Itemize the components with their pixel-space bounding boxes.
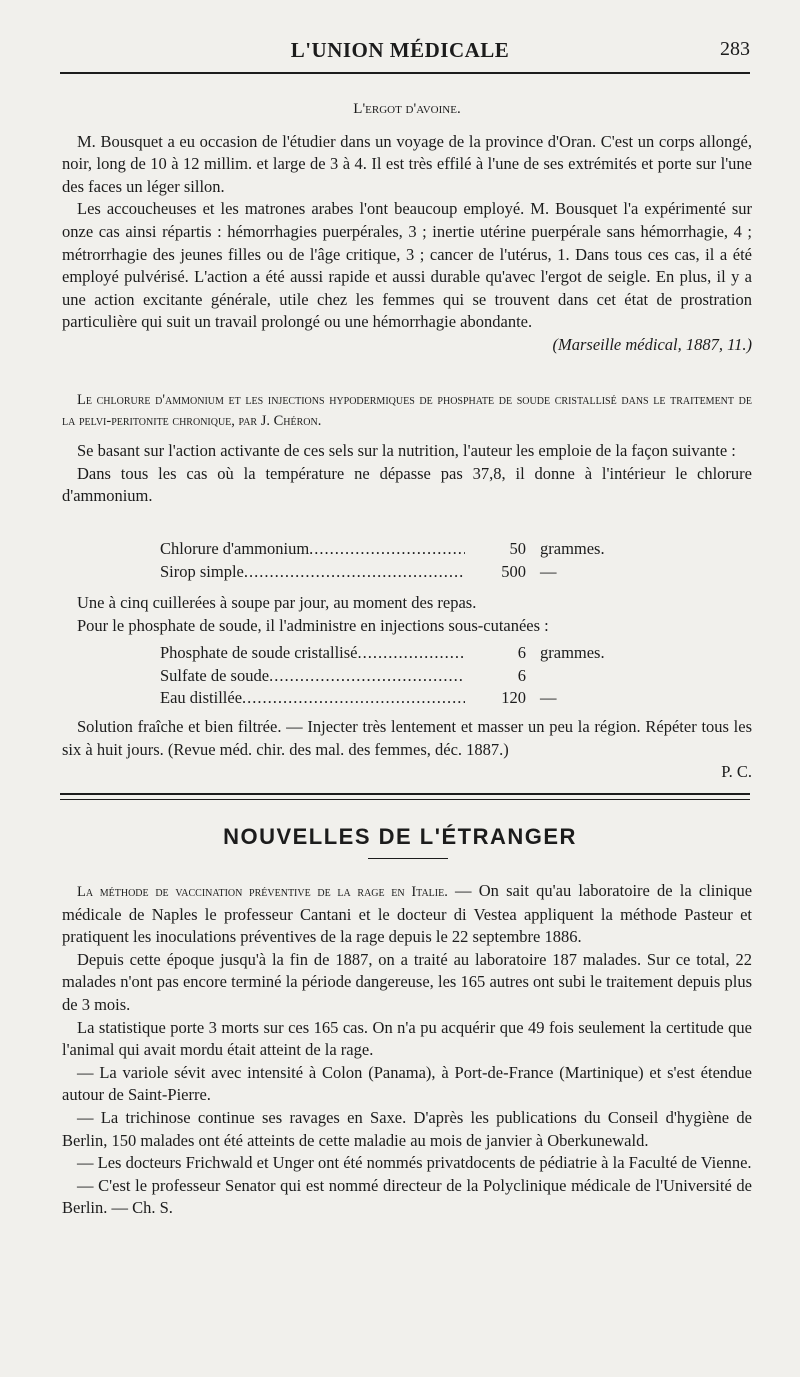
news-rage-paragraph-3: La statistique porte 3 morts sur ces 165 cas. On n'a pu acquérir que 49 fois seulement la certitude que l'animal qui avait mordu était atteint de la rage. xyxy=(62,1017,752,1060)
ergot-title: L'ergot d'avoine. xyxy=(353,101,461,117)
recipe-row xyxy=(160,642,620,665)
ingredient-name: Phosphate de soude cristallisé xyxy=(160,643,358,662)
recipe-row xyxy=(160,687,620,710)
chlorure-end xyxy=(62,716,752,784)
ingredient-unit: grammes. xyxy=(540,643,605,662)
ingredient-name: Sirop simple xyxy=(160,561,244,581)
ergot-section xyxy=(62,98,752,357)
ingredient-unit: — xyxy=(540,688,557,708)
leader-dots xyxy=(242,687,465,710)
ergot-citation: (Marseille médical, 1887, 11.) xyxy=(552,334,752,354)
ingredient-quantity: 50 xyxy=(509,539,526,558)
page-number: 283 xyxy=(720,38,750,60)
leader-dots xyxy=(358,642,465,665)
ingredient-unit: grammes. xyxy=(540,539,605,558)
chlorure-paragraph-3: Une à cinq cuillerées à soupe par jour, au moment des repas. xyxy=(77,593,477,612)
ingredient-quantity: 500 xyxy=(501,561,526,581)
news-rage-text: — On sait qu'au laboratoire de la clinique médicale de Naples le professeur Cantani et le docteur di Vestea appliquent la méthode Pasteur et pratiquent les inoculations préventives de la rage depuis le 22 septembre 1886. xyxy=(62,881,753,947)
ingredient-unit xyxy=(526,665,620,688)
ingredient-name: Chlorure d'ammonium xyxy=(160,539,310,558)
ergot-paragraph-1: M. Bousquet a eu occasion de l'étudier dans un voyage de la province d'Oran. C'est un corps allongé, noir, long de 10 à 12 millim. et large de 3 à 4. Il est très effilé à l'une de ses extrémités et porte sur l'une des faces un léger sillon. xyxy=(62,131,752,196)
chlorure-paragraph-1: Se basant sur l'action activante de ces sels sur la nutrition, l'auteur les emploie de la façon suivante : xyxy=(77,441,736,460)
news-senator: — C'est le professeur Senator qui est nommé directeur de la Polyclinique médicale de l'Université de Berlin. — Ch. S. xyxy=(62,1175,752,1218)
section-double-rule-bottom xyxy=(60,799,750,800)
ergot-paragraph-2: Les accoucheuses et les matrones arabes l'ont beaucoup employé. M. Bousquet l'a expérimenté sur onze cas ainsi répartis : hémorrhagies puerpérales, 3 ; inertie utérine puerpérale sans hémorrhagie, 4 ; métrorrhagie des jeunes filles ou de l'âge critique, 3 ; cancer de l'utérus, 1. Dans tous ces cas, il a été employé pulvérisé. L'action a été aussi rapide et aussi durable qu'avec l'ergot de seigle. En plus, il y a une action excitante générale, utile chez les femmes qui se trouvent dans cet état de prostration particulière qui suit un travail prolongé ou une hémorrhagie abondante. xyxy=(62,199,752,332)
news-section xyxy=(62,880,752,1220)
ingredient-unit: — xyxy=(540,561,557,581)
news-variole: — La variole sévit avec intensité à Colon (Panama), à Port-de-France (Martinique) et s'est étendue autour de Saint-Pierre. xyxy=(62,1062,752,1105)
chlorure-section-head xyxy=(62,390,752,432)
section-double-rule-top xyxy=(60,793,750,795)
recipe-ammonium xyxy=(160,538,620,583)
chlorure-paragraph-4: Pour le phosphate de soude, il l'administre en injections sous-cutanées : xyxy=(77,615,549,635)
chlorure-middle xyxy=(62,592,752,637)
recipe-row xyxy=(160,665,620,688)
chlorure-signature: P. C. xyxy=(721,762,752,782)
news-rage-title: La méthode de vaccination préventive de la rage en Italie. xyxy=(77,884,448,900)
news-section-title: NOUVELLES DE L'ÉTRANGER xyxy=(223,824,577,849)
ingredient-name: Eau distillée xyxy=(160,688,243,708)
chlorure-paragraph-2: Dans tous les cas où la température ne dépasse pas 37,8, il donne à l'intérieur le chlorure d'ammonium. xyxy=(62,463,752,506)
news-frichwald-unger: — Les docteurs Frichwald et Unger ont été nommés privatdocents de pédiatrie à la Faculté de Vienne. xyxy=(77,1153,752,1173)
ingredient-quantity: 120 xyxy=(501,688,526,708)
chlorure-paragraph-5: Solution fraîche et bien filtrée. — Injecter très lentement et masser un peu la région. Répéter tous les six à huit jours. (Revue méd. chir. des mal. des femmes, déc. 1887.) xyxy=(62,717,752,759)
recipe-row xyxy=(160,561,620,584)
news-trichinose: — La trichinose continue ses ravages en Saxe. D'après les publications du Conseil d'hygiène de Berlin, 150 malades ont été atteints de cette maladie au mois de janvier à Oberkunewald. xyxy=(62,1107,752,1150)
running-header-title: L'UNION MÉDICALE xyxy=(290,38,510,62)
header-rule xyxy=(60,72,750,74)
news-rage-paragraph-1 xyxy=(62,880,752,949)
leader-dots xyxy=(244,561,465,584)
ingredient-quantity: 6 xyxy=(517,643,526,662)
news-rage-paragraph-2: Depuis cette époque jusqu'à la fin de 1887, on a traité au laboratoire 187 malades. Sur ce total, 22 malades n'ont pas encore terminé la période dangereuse, les 165 autres ont subi le traitement depuis plus de 3 mois. xyxy=(62,949,752,1014)
ingredient-quantity: 6 xyxy=(517,665,526,685)
news-title-underline xyxy=(368,858,448,859)
recipe-row xyxy=(160,538,620,561)
chlorure-intro xyxy=(62,440,752,508)
chlorure-title: Le chlorure d'ammonium et les injections hypodermiques de phosphate de soude cristallisé dans le traitement de la pelvi-peritonite chronique, par J. Chéron. xyxy=(62,392,752,429)
recipe-phosphate xyxy=(160,642,620,710)
leader-dots xyxy=(269,665,465,688)
leader-dots xyxy=(309,538,465,561)
ingredient-name: Sulfate de soude xyxy=(160,665,270,685)
